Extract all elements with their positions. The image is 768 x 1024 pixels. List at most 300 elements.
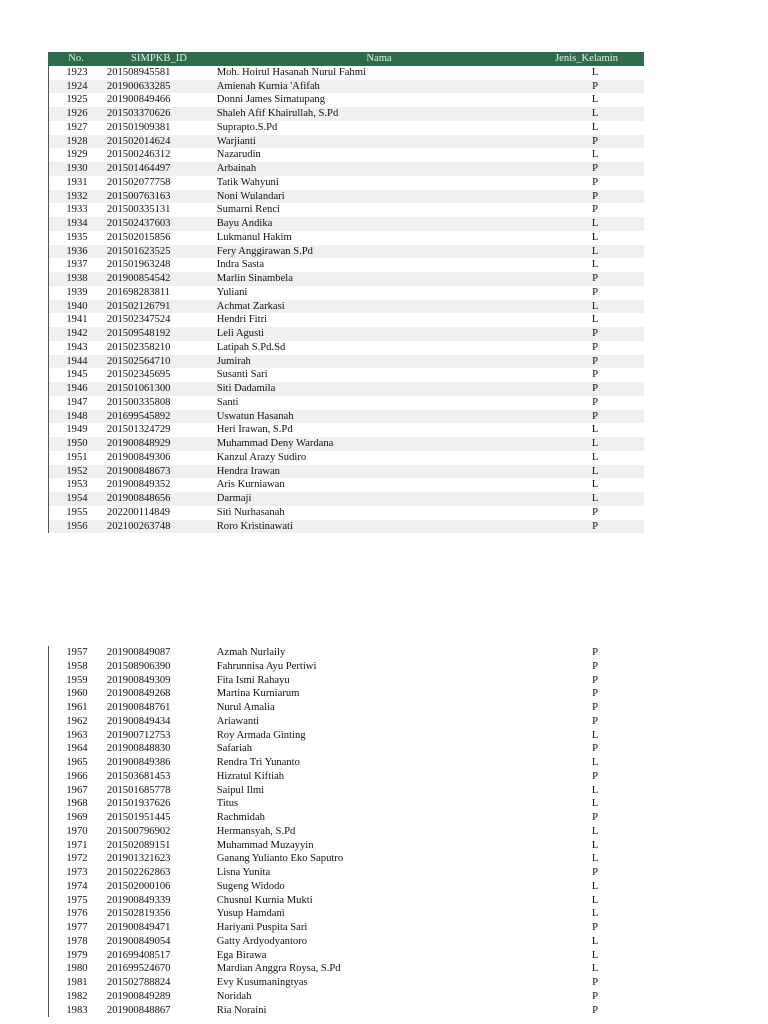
cell-simpkb-id: 201900849352 xyxy=(106,479,171,491)
cell-simpkb-id: 201901321623 xyxy=(106,853,171,865)
cell-no: 1956 xyxy=(49,520,105,534)
cell-simpkb-id: 201900849339 xyxy=(106,894,171,906)
cell-jenis-kelamin: L xyxy=(591,798,599,810)
cell-no: 1928 xyxy=(49,135,105,149)
table-row xyxy=(48,423,644,437)
table-row xyxy=(48,410,644,424)
cell-simpkb-id: 201900849434 xyxy=(106,715,171,727)
cell-no: 1961 xyxy=(66,702,88,713)
cell-simpkb-id: 201900849306 xyxy=(106,451,171,463)
cell-jenis-kelamin: P xyxy=(592,770,599,782)
table-row xyxy=(48,66,644,80)
cell-simpkb-id: 201502819356 xyxy=(106,908,171,920)
cell-no: 1925 xyxy=(66,94,88,106)
table-row xyxy=(48,382,644,396)
cell-jenis-kelamin: L xyxy=(591,314,599,326)
cell-nama: Yuliani xyxy=(216,286,248,298)
cell-nama: Martina Kurniarum xyxy=(216,688,300,700)
cell-no: 1950 xyxy=(49,437,105,451)
cell-simpkb-id: 201900848867 xyxy=(106,1004,171,1016)
table-row xyxy=(48,148,644,162)
cell-nama: Fahrunnisa Ayu Pertiwi xyxy=(216,660,317,672)
table-row xyxy=(48,687,644,701)
cell-jenis-kelamin: L xyxy=(546,107,644,121)
cell-nama: Saipul Ilmi xyxy=(216,784,265,796)
cell-jenis-kelamin: L xyxy=(546,217,644,231)
table-section-2 xyxy=(48,646,644,1017)
cell-no: 1963 xyxy=(66,729,88,741)
cell-no: 1939 xyxy=(66,286,88,298)
cell-simpkb-id: 201508945581 xyxy=(106,66,171,78)
cell-simpkb-id: 201900849471 xyxy=(106,922,171,933)
cell-jenis-kelamin: P xyxy=(592,812,599,823)
cell-jenis-kelamin: P xyxy=(592,990,599,1002)
cell-no: 1977 xyxy=(66,922,88,933)
cell-nama: Amienah Kurnia 'Afifah xyxy=(217,80,546,94)
cell-nama: Aris Kurniawan xyxy=(216,479,285,491)
cell-nama: Siti Dadamila xyxy=(217,382,546,396)
cell-simpkb-id: 201502437603 xyxy=(105,217,217,231)
table-row xyxy=(48,396,644,410)
cell-no: 1931 xyxy=(66,176,88,188)
cell-simpkb-id: 201900849466 xyxy=(106,94,171,106)
table-row xyxy=(48,962,644,976)
header-no: No. xyxy=(68,53,84,64)
cell-jenis-kelamin: P xyxy=(592,867,599,878)
cell-jenis-kelamin: P xyxy=(546,135,644,149)
cell-simpkb-id: 201508906390 xyxy=(106,660,171,672)
cell-jenis-kelamin: P xyxy=(592,396,599,408)
table-row xyxy=(48,701,644,715)
cell-no: 1979 xyxy=(66,949,88,961)
cell-jenis-kelamin: L xyxy=(591,784,599,796)
cell-no: 1951 xyxy=(66,451,88,463)
table-row xyxy=(48,506,644,520)
cell-jenis-kelamin: P xyxy=(592,506,599,518)
table-row xyxy=(48,465,644,479)
header-nama: Nama xyxy=(366,53,392,64)
cell-no: 1980 xyxy=(66,963,88,975)
cell-jenis-kelamin: P xyxy=(546,272,644,286)
cell-nama: Tatik Wahyuni xyxy=(216,176,279,188)
cell-no: 1978 xyxy=(66,935,88,947)
cell-simpkb-id: 201900848761 xyxy=(106,702,171,713)
cell-no: 1952 xyxy=(49,465,105,479)
cell-jenis-kelamin: L xyxy=(591,757,599,768)
cell-nama: Sumarni Renci xyxy=(216,204,280,216)
cell-nama: Yusup Hamdani xyxy=(216,908,285,920)
cell-simpkb-id: 201501909381 xyxy=(106,121,171,133)
cell-simpkb-id: 201502564710 xyxy=(105,355,217,369)
cell-no: 1948 xyxy=(49,410,105,424)
cell-no: 1938 xyxy=(49,272,105,286)
cell-jenis-kelamin: L xyxy=(591,839,599,851)
table-row xyxy=(48,451,644,465)
cell-nama: Ria Noraini xyxy=(216,1004,267,1016)
cell-nama: Marlin Sinambela xyxy=(217,272,546,286)
table-row xyxy=(48,1004,644,1018)
cell-no: 1960 xyxy=(66,688,88,700)
table-row xyxy=(48,176,644,190)
table-row xyxy=(48,839,644,853)
cell-no: 1923 xyxy=(66,66,88,78)
cell-simpkb-id: 201900633285 xyxy=(105,80,217,94)
cell-simpkb-id: 201500335808 xyxy=(106,396,171,408)
cell-jenis-kelamin: P xyxy=(592,660,599,672)
cell-nama: Uswatun Hasanah xyxy=(217,410,546,424)
cell-nama: Susanti Sari xyxy=(216,369,268,381)
table-row xyxy=(48,907,644,921)
cell-simpkb-id: 201500335131 xyxy=(106,204,171,216)
cell-no: 1932 xyxy=(49,190,105,204)
cell-simpkb-id: 201502077758 xyxy=(106,176,171,188)
table-row xyxy=(48,245,644,259)
cell-no: 1942 xyxy=(49,327,105,341)
table-row xyxy=(48,729,644,743)
cell-simpkb-id: 201699545892 xyxy=(105,410,217,424)
cell-jenis-kelamin: P xyxy=(592,369,599,381)
cell-simpkb-id: 201900848929 xyxy=(105,437,217,451)
table-row xyxy=(48,368,644,382)
cell-no: 1972 xyxy=(66,853,88,865)
table-section-1 xyxy=(48,52,644,533)
cell-simpkb-id: 201699408517 xyxy=(106,949,171,961)
cell-jenis-kelamin: P xyxy=(546,382,644,396)
cell-no: 1935 xyxy=(66,231,88,243)
cell-nama: Fery Anggirawan S.Pd xyxy=(217,245,546,259)
cell-no: 1973 xyxy=(66,867,88,878)
cell-jenis-kelamin: L xyxy=(591,424,599,436)
cell-nama: Gatty Ardyodyantoro xyxy=(216,935,308,947)
cell-simpkb-id: 201502126791 xyxy=(105,300,217,314)
cell-simpkb-id: 201501464497 xyxy=(105,162,217,176)
cell-simpkb-id: 201502000106 xyxy=(106,880,171,892)
cell-jenis-kelamin: P xyxy=(592,647,599,658)
cell-simpkb-id: 201900848656 xyxy=(105,492,217,506)
cell-no: 1947 xyxy=(66,396,88,408)
cell-no: 1934 xyxy=(49,217,105,231)
cell-no: 1970 xyxy=(66,825,88,837)
cell-nama: Hendri Fitri xyxy=(216,314,268,326)
cell-jenis-kelamin: P xyxy=(546,410,644,424)
cell-nama: Noni Wulandari xyxy=(217,190,546,204)
cell-no: 1945 xyxy=(66,369,88,381)
cell-jenis-kelamin: P xyxy=(592,286,599,298)
table-row xyxy=(48,715,644,729)
cell-no: 1976 xyxy=(66,908,88,920)
cell-simpkb-id: 201500763163 xyxy=(105,190,217,204)
table-row xyxy=(48,866,644,880)
cell-nama: Muhammad Muzayyin xyxy=(216,839,314,851)
cell-nama: Heri Irawan, S.Pd xyxy=(216,424,293,436)
cell-nama: Shaleh Afif Khairullah, S.Pd xyxy=(217,107,546,121)
table-row xyxy=(48,660,644,674)
cell-no: 1958 xyxy=(66,660,88,672)
cell-no: 1949 xyxy=(66,424,88,436)
table-body-1 xyxy=(48,66,644,534)
cell-jenis-kelamin: P xyxy=(592,1004,599,1016)
table-row xyxy=(48,190,644,204)
cell-jenis-kelamin: P xyxy=(592,702,599,713)
table-row xyxy=(48,976,644,990)
table-row xyxy=(48,797,644,811)
cell-no: 1936 xyxy=(49,245,105,259)
cell-jenis-kelamin: L xyxy=(591,853,599,865)
table-row xyxy=(48,770,644,784)
cell-jenis-kelamin: L xyxy=(591,231,599,243)
cell-simpkb-id: 201900848673 xyxy=(105,465,217,479)
cell-nama: Lukmanul Hakim xyxy=(216,231,292,243)
cell-nama: Ganang Yulianto Eko Saputro xyxy=(216,853,344,865)
cell-no: 1946 xyxy=(49,382,105,396)
cell-jenis-kelamin: P xyxy=(592,674,599,686)
cell-simpkb-id: 201500796902 xyxy=(106,825,171,837)
cell-no: 1968 xyxy=(66,798,88,810)
cell-jenis-kelamin: P xyxy=(546,327,644,341)
cell-simpkb-id: 201501061300 xyxy=(105,382,217,396)
cell-nama: Donni James Simatupang xyxy=(216,94,325,106)
cell-nama: Ega Birawa xyxy=(216,949,267,961)
table-row xyxy=(48,756,644,770)
cell-jenis-kelamin: L xyxy=(591,935,599,947)
cell-jenis-kelamin: P xyxy=(592,715,599,727)
cell-simpkb-id: 201900849268 xyxy=(106,688,171,700)
cell-jenis-kelamin: L xyxy=(591,121,599,133)
cell-simpkb-id: 201501623525 xyxy=(105,245,217,259)
cell-jenis-kelamin: P xyxy=(546,162,644,176)
table-row xyxy=(48,784,644,798)
cell-jenis-kelamin: P xyxy=(592,204,599,216)
cell-no: 1982 xyxy=(66,990,88,1002)
cell-simpkb-id: 201502347524 xyxy=(106,314,171,326)
cell-nama: Arbainah xyxy=(217,162,546,176)
table-row xyxy=(48,313,644,327)
cell-simpkb-id: 201502014624 xyxy=(105,135,217,149)
cell-no: 1929 xyxy=(66,149,88,161)
cell-jenis-kelamin: L xyxy=(591,894,599,906)
cell-jenis-kelamin: L xyxy=(591,880,599,892)
cell-no: 1924 xyxy=(49,80,105,94)
cell-simpkb-id: 201501963248 xyxy=(106,259,171,271)
table-row xyxy=(48,880,644,894)
cell-no: 1983 xyxy=(66,1004,88,1016)
cell-no: 1944 xyxy=(49,355,105,369)
cell-simpkb-id: 201502788824 xyxy=(106,977,171,988)
cell-simpkb-id: 201900848830 xyxy=(106,743,171,755)
cell-jenis-kelamin: L xyxy=(591,949,599,961)
cell-jenis-kelamin: L xyxy=(546,465,644,479)
cell-simpkb-id: 202100263748 xyxy=(105,520,217,534)
table-row xyxy=(48,258,644,272)
table-row xyxy=(48,825,644,839)
cell-nama: Jumirah xyxy=(217,355,546,369)
cell-nama: Darmaji xyxy=(217,492,546,506)
cell-jenis-kelamin: P xyxy=(546,520,644,534)
cell-jenis-kelamin: L xyxy=(546,245,644,259)
cell-no: 1937 xyxy=(66,259,88,271)
cell-simpkb-id: 201699524670 xyxy=(106,963,171,975)
table-row xyxy=(48,272,644,286)
table-row xyxy=(48,646,644,660)
cell-nama: Rachmidah xyxy=(216,812,265,823)
cell-no: 1969 xyxy=(66,812,88,823)
cell-simpkb-id: 201698283811 xyxy=(106,286,171,298)
cell-nama: Evy Kusumaningtyas xyxy=(216,977,308,988)
cell-jenis-kelamin: L xyxy=(591,259,599,271)
cell-simpkb-id: 201900854542 xyxy=(105,272,217,286)
cell-nama: Chusnul Kurnia Mukti xyxy=(216,894,313,906)
table-row xyxy=(48,121,644,135)
cell-jenis-kelamin: L xyxy=(591,908,599,920)
cell-simpkb-id: 201900849054 xyxy=(106,935,171,947)
cell-nama: Hermansyah, S.Pd xyxy=(216,825,296,837)
cell-jenis-kelamin: P xyxy=(592,176,599,188)
cell-no: 1975 xyxy=(66,894,88,906)
cell-nama: Achmat Zarkasi xyxy=(217,300,546,314)
cell-simpkb-id: 201509548192 xyxy=(105,327,217,341)
cell-no: 1957 xyxy=(66,647,88,658)
table-row xyxy=(48,478,644,492)
cell-nama: Safariah xyxy=(216,743,253,755)
cell-nama: Ariawanti xyxy=(216,715,260,727)
cell-no: 1971 xyxy=(66,839,88,851)
cell-simpkb-id: 201502358210 xyxy=(106,341,171,353)
cell-simpkb-id: 201501685778 xyxy=(106,784,171,796)
cell-no: 1981 xyxy=(66,977,88,988)
table-row xyxy=(48,935,644,949)
cell-nama: Nazarudin xyxy=(216,149,261,161)
cell-no: 1959 xyxy=(66,674,88,686)
cell-jenis-kelamin: P xyxy=(592,341,599,353)
cell-nama: Bayu Andika xyxy=(217,217,546,231)
cell-nama: Latipah S.Pd.Sd xyxy=(216,341,286,353)
cell-jenis-kelamin: L xyxy=(546,300,644,314)
cell-jenis-kelamin: L xyxy=(591,963,599,975)
cell-jenis-kelamin: L xyxy=(546,437,644,451)
cell-nama: Sugeng Widodo xyxy=(216,880,285,892)
cell-simpkb-id: 201900712753 xyxy=(106,729,171,741)
cell-jenis-kelamin: P xyxy=(546,80,644,94)
cell-no: 1974 xyxy=(66,880,88,892)
table-row xyxy=(48,894,644,908)
cell-jenis-kelamin: L xyxy=(591,729,599,741)
cell-simpkb-id: 201900849386 xyxy=(106,757,171,768)
cell-jenis-kelamin: L xyxy=(591,94,599,106)
cell-no: 1941 xyxy=(66,314,88,326)
table-row xyxy=(48,203,644,217)
table-row xyxy=(48,520,644,534)
table-row xyxy=(48,341,644,355)
cell-simpkb-id: 201900849309 xyxy=(106,674,171,686)
cell-nama: Azmah Nurlaily xyxy=(216,647,286,658)
cell-simpkb-id: 201502262863 xyxy=(106,867,171,878)
table-row xyxy=(48,742,644,756)
cell-nama: Fita Ismi Rahayu xyxy=(216,674,290,686)
cell-no: 1966 xyxy=(66,770,88,782)
cell-simpkb-id: 201502345695 xyxy=(106,369,171,381)
cell-jenis-kelamin: P xyxy=(546,355,644,369)
cell-no: 1940 xyxy=(49,300,105,314)
table-row xyxy=(48,355,644,369)
cell-jenis-kelamin: L xyxy=(591,479,599,491)
table-header xyxy=(48,52,644,66)
cell-nama: Lisna Yunita xyxy=(216,867,271,878)
cell-no: 1943 xyxy=(66,341,88,353)
table-row xyxy=(48,80,644,94)
cell-jenis-kelamin: P xyxy=(592,977,599,988)
table-row xyxy=(48,921,644,935)
cell-no: 1967 xyxy=(66,784,88,796)
table-row xyxy=(48,135,644,149)
cell-jenis-kelamin: L xyxy=(591,66,599,78)
cell-jenis-kelamin: L xyxy=(591,451,599,463)
cell-nama: Suprapto.S.Pd xyxy=(216,121,278,133)
cell-nama: Roro Kristinawati xyxy=(217,520,546,534)
table-row xyxy=(48,811,644,825)
cell-jenis-kelamin: P xyxy=(592,922,599,933)
cell-nama: Nurul Amalia xyxy=(216,702,275,713)
cell-simpkb-id: 201502089151 xyxy=(106,839,171,851)
cell-simpkb-id: 201501937626 xyxy=(106,798,171,810)
cell-simpkb-id: 201501324729 xyxy=(106,424,171,436)
cell-jenis-kelamin: P xyxy=(546,190,644,204)
cell-nama: Hariyani Puspita Sari xyxy=(216,922,308,933)
cell-jenis-kelamin: L xyxy=(546,492,644,506)
cell-nama: Kanzul Arazy Sudiro xyxy=(216,451,307,463)
cell-nama: Roy Armada Ginting xyxy=(216,729,306,741)
cell-nama: Santi xyxy=(216,396,239,408)
cell-jenis-kelamin: L xyxy=(591,149,599,161)
cell-nama: Moh. Hoirul Hasanah Nurul Fahmi xyxy=(216,66,366,78)
table-row xyxy=(48,327,644,341)
cell-nama: Hizratul Kiftiah xyxy=(216,770,285,782)
cell-nama: Muhammad Deny Wardana xyxy=(217,437,546,451)
table-row xyxy=(48,674,644,688)
cell-no: 1955 xyxy=(66,506,88,518)
table-row xyxy=(48,93,644,107)
cell-no: 1964 xyxy=(66,743,88,755)
cell-simpkb-id: 201900849289 xyxy=(106,990,171,1002)
cell-no: 1953 xyxy=(66,479,88,491)
cell-no: 1926 xyxy=(49,107,105,121)
table-row xyxy=(48,162,644,176)
cell-simpkb-id: 202200114849 xyxy=(106,506,171,518)
cell-simpkb-id: 201501951445 xyxy=(106,812,171,823)
table-row xyxy=(48,231,644,245)
cell-no: 1954 xyxy=(49,492,105,506)
cell-nama: Rendra Tri Yunanto xyxy=(216,757,300,768)
cell-simpkb-id: 201900849087 xyxy=(106,647,171,658)
table-row xyxy=(48,217,644,231)
cell-simpkb-id: 201503681453 xyxy=(106,770,171,782)
cell-nama: Indra Sasta xyxy=(216,259,265,271)
cell-simpkb-id: 201503370626 xyxy=(105,107,217,121)
table-row xyxy=(48,949,644,963)
table-row xyxy=(48,852,644,866)
cell-jenis-kelamin: P xyxy=(592,743,599,755)
header-simpkb-id: SIMPKB_ID xyxy=(131,53,187,64)
cell-jenis-kelamin: L xyxy=(591,825,599,837)
table-row xyxy=(48,990,644,1004)
cell-simpkb-id: 201502015856 xyxy=(106,231,171,243)
header-jenis-kelamin: Jenis_Kelamin xyxy=(555,53,618,64)
cell-no: 1965 xyxy=(66,757,88,768)
table-row xyxy=(48,286,644,300)
cell-nama: Leli Agusti xyxy=(217,327,546,341)
cell-no: 1927 xyxy=(66,121,88,133)
table-row xyxy=(48,300,644,314)
cell-no: 1962 xyxy=(66,715,88,727)
